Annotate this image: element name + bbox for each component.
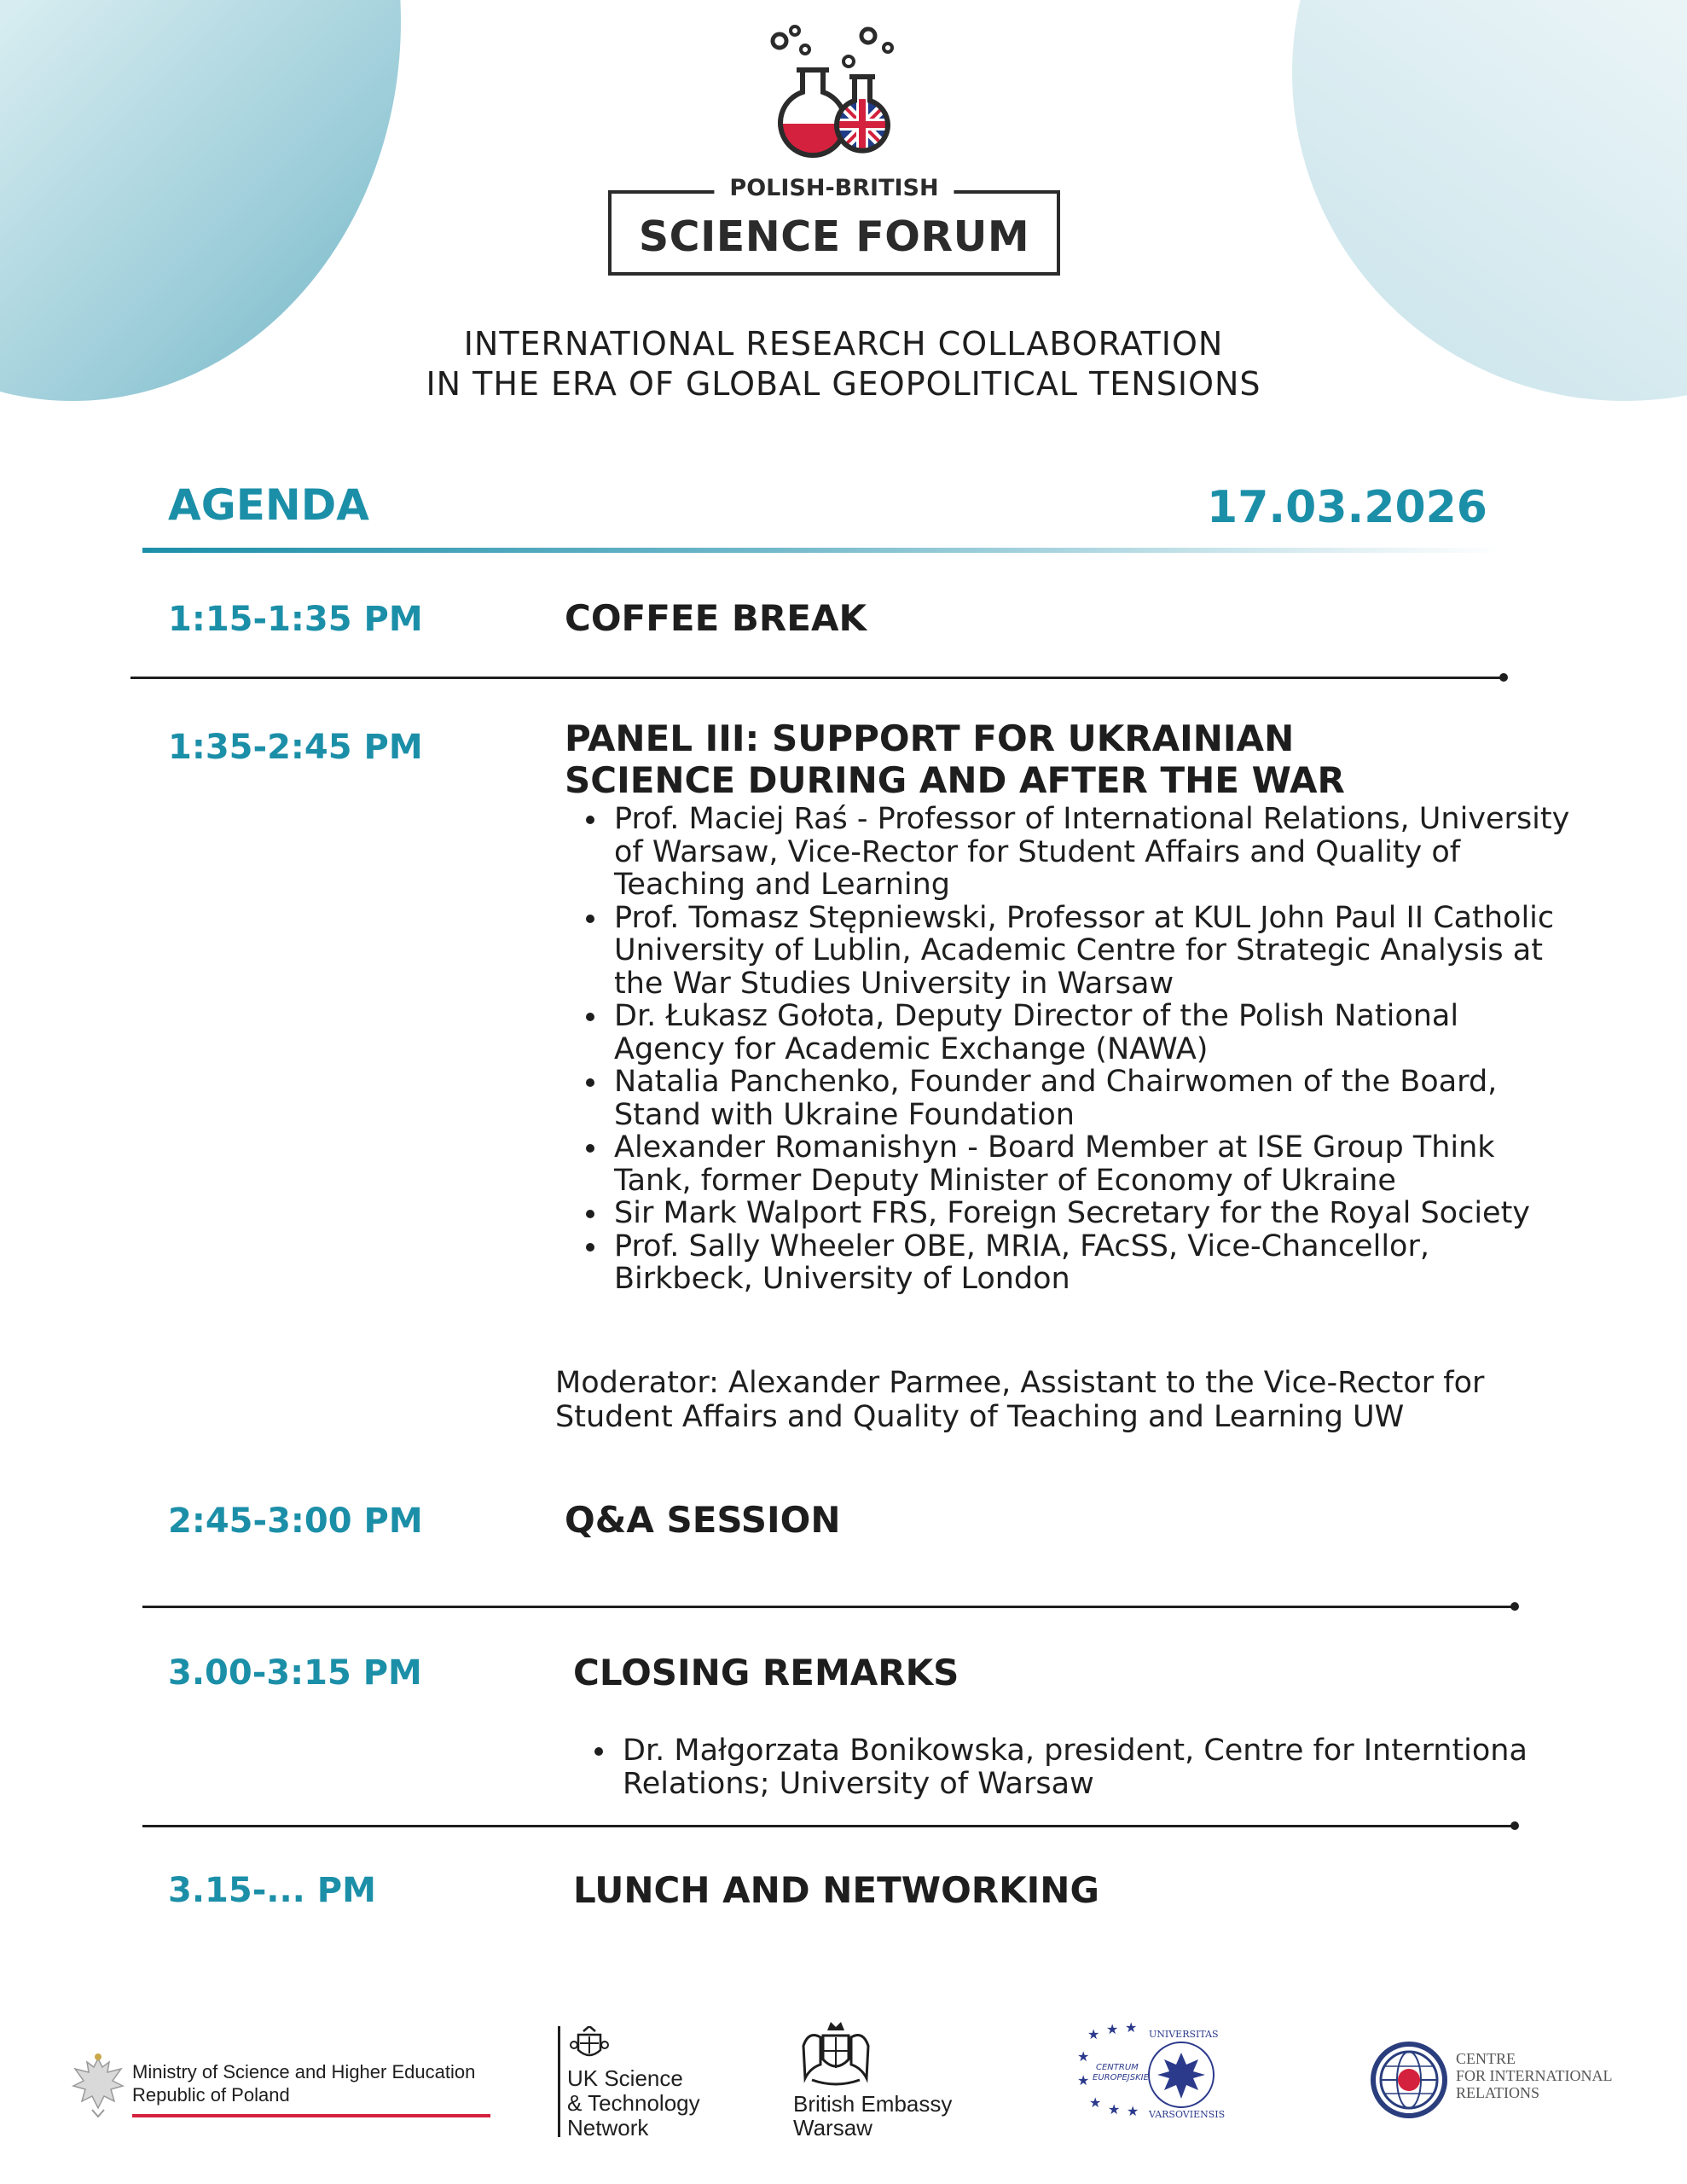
session-title: LUNCH AND NETWORKING (573, 1869, 1099, 1911)
uk-science-divider (558, 2026, 560, 2137)
flask-logo-icon (766, 24, 902, 160)
cir-logo-text (1456, 2050, 1613, 2101)
royal-coat-of-arms-icon (793, 2012, 878, 2088)
svg-text:★: ★ (1125, 2022, 1138, 2036)
svg-text:EUROPEJSKIE: EUROPEJSKIE (1093, 2073, 1149, 2082)
cir-line-3: RELATIONS (1456, 2084, 1539, 2101)
ministry-line-2: Republic of Poland (132, 2084, 290, 2106)
agenda-underline (142, 548, 1503, 553)
list-item: • Prof. Sally Wheeler OBE, MRIA, FAcSS, Vice-Chancellor, Birkbeck, University of London (609, 1230, 1573, 1296)
session-time: 3.15-... PM (168, 1871, 376, 1910)
agenda-title: AGENDA (168, 480, 369, 530)
session-title: Q&A SESSION (565, 1499, 841, 1541)
session-title: COFFEE BREAK (565, 597, 867, 639)
svg-text:VARSOVIENSIS: VARSOVIENSIS (1149, 2109, 1226, 2120)
session-title-line-1: PANEL III: SUPPORT FOR UKRAINIAN (565, 717, 1295, 759)
divider (142, 1825, 1515, 1827)
embassy-line-2: Warsaw (793, 2115, 872, 2140)
polish-eagle-icon (68, 2052, 128, 2120)
session-time: 1:35-2:45 PM (168, 728, 423, 767)
uk-science-logo-text (567, 2066, 700, 2140)
divider (142, 1606, 1515, 1608)
svg-text:★: ★ (1108, 2101, 1121, 2117)
list-item: • Sir Mark Walport FRS, Foreign Secretary for the Royal Society (609, 1197, 1573, 1230)
forum-logo-box (608, 175, 1060, 276)
svg-text:★: ★ (1089, 2094, 1102, 2111)
embassy-logo-text (793, 2092, 952, 2140)
list-item: • Prof. Maciej Raś - Professor of International Relations, University of Warsaw, Vice-Rector for Student Affairs and Quality of Teaching and Learning (609, 803, 1573, 902)
session-title: CLOSING REMARKS (573, 1652, 959, 1693)
ministry-logo-text (132, 2060, 475, 2106)
session-time: 2:45-3:00 PM (168, 1502, 423, 1541)
ministry-line-1: Ministry of Science and Higher Education (132, 2061, 476, 2082)
list-item: • Dr. Łukasz Gołota, Deputy Director of the Polish National Agency for Academic Exchange (NAWA) (609, 1000, 1573, 1066)
royal-crest-icon (570, 2026, 609, 2064)
list-item: • Natalia Panchenko, Founder and Chairwomen of the Board, Stand with Ukraine Foundation (609, 1066, 1573, 1131)
closing-speaker-list (580, 1734, 1539, 1801)
svg-text:★: ★ (1087, 2026, 1100, 2042)
subtitle-line-1: INTERNATIONAL RESEARCH COLLABORATION (463, 325, 1224, 363)
university-of-warsaw-seal (1070, 2022, 1241, 2124)
uk-science-line-1: UK Science (567, 2065, 683, 2091)
list-item: • Alexander Romanishyn - Board Member at ISE Group Think Tank, former Deputy Minister of Economy of Ukraine (609, 1131, 1573, 1197)
svg-text:★: ★ (1127, 2103, 1139, 2119)
agenda-date: 17.03.2026 (1207, 482, 1487, 533)
moderator: Moderator: Alexander Parmee, Assistant to the Vice-Rector for Student Affairs and Quality of Teaching and Learning UW (555, 1366, 1485, 1434)
svg-text:★: ★ (1077, 2048, 1090, 2065)
forum-logo-top: POLISH-BRITISH (714, 175, 954, 201)
uk-science-line-3: Network (567, 2115, 649, 2140)
list-item: • Prof. Tomasz Stępniewski, Professor at KUL John Paul II Catholic University of Lublin, Academic Centre for Strategic Analysis at the War Studies University in Warsaw (609, 902, 1573, 1001)
svg-text:UNIVERSITAS: UNIVERSITAS (1149, 2029, 1219, 2040)
list-item: • Dr. Małgorzata Bonikowska, president, Centre for Interntiona Relations; University of Warsaw (617, 1734, 1539, 1801)
forum-logo-main: SCIENCE FORUM (638, 212, 1030, 261)
embassy-line-1: British Embassy (793, 2091, 953, 2117)
uk-science-line-2: & Technology (567, 2090, 700, 2116)
session-time: 3.00-3:15 PM (168, 1653, 422, 1693)
centre-for-international-relations-globe-icon (1370, 2041, 1448, 2119)
svg-text:★: ★ (1077, 2072, 1090, 2088)
session-time: 1:15-1:35 PM (168, 600, 423, 639)
svg-text:★: ★ (1106, 2022, 1119, 2037)
cir-line-1: CENTRE (1456, 2050, 1516, 2067)
divider (130, 677, 1504, 679)
panelist-list (571, 803, 1573, 1296)
subtitle-line-2: IN THE ERA OF GLOBAL GEOPOLITICAL TENSIONS (426, 365, 1261, 403)
session-title-line-2: SCIENCE DURING AND AFTER THE WAR (565, 759, 1345, 801)
ministry-red-line (132, 2114, 490, 2117)
svg-text:CENTRUM: CENTRUM (1096, 2063, 1139, 2072)
cir-line-2: FOR INTERNATIONAL (1456, 2067, 1613, 2084)
